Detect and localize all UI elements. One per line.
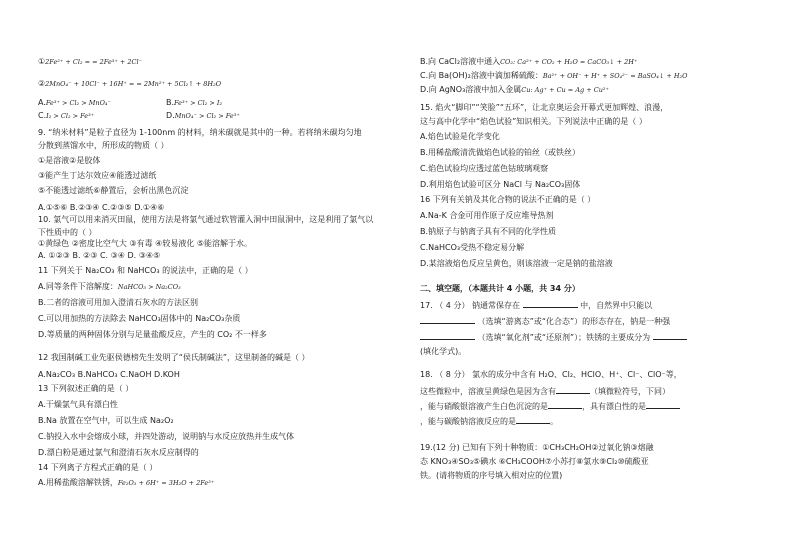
q18-text: （填微粒符号，下同） [590, 387, 670, 396]
q18-blank-2[interactable] [548, 399, 582, 409]
q17-line4 [420, 346, 466, 357]
q16-choice-c: C.NaHCO₃受热不稳定易分解 [420, 243, 525, 252]
equation: MnO₄⁻ > Cl₂ > Fe³⁺ [174, 112, 240, 120]
q10-stem-line2: 下性质中的（ ） [38, 228, 97, 237]
q13-stem: 13 下列叙述正确的是（ ） [38, 384, 134, 393]
q15-choice-d: D.利用焰色试验可区分 NaCl 与 Na₂CO₃固体 [420, 180, 581, 189]
equation: 2MnO₄⁻ + 10Cl⁻ + 16H⁺ = = 2Mn²⁺ + 5Cl₂↑ + 8H₂O [45, 80, 222, 88]
q17-line3 [420, 330, 687, 343]
q12-answers: A.Na₂CO₃ B.NaHCO₃ C.NaOH D.KOH [38, 370, 180, 379]
q18-text: ，能与碳酸钠溶液反应的是 [420, 417, 516, 426]
q10-stem-line1: 10. 氯气可以用来消灭田鼠，使用方法是将氯气通过软管灌入洞中田鼠洞中，这是利用了氯气以 [38, 215, 374, 224]
q13-choice-a: A.干燥氯气具有漂白性 [38, 400, 118, 409]
q19-line2: 态 KNO₃④SO₃⑤碘水 ⑥CH₃COOH⑦小苏打⑧氯水⑨Cl₂⑩硫酸亚 [420, 457, 649, 466]
choice-text: C.向 Ba(OH)₂溶液中滴加稀硫酸： [420, 71, 543, 80]
q17-blank-2[interactable] [420, 314, 475, 324]
q17-line2 [420, 314, 670, 327]
q16-choice-a: A.Na-K 合金可用作原子反应堆导热剂 [420, 211, 554, 220]
equation: I₂ > Cl₂ > Fe³⁺ [46, 112, 95, 120]
q9-option-line1: ①是溶液②是胶体 [38, 156, 101, 165]
choice-letter: C. [38, 111, 47, 120]
q10-answers: A. ①②③ B. ②③ C. ③④ D. ③④⑤ [38, 251, 161, 260]
q18-blank-3[interactable] [646, 399, 680, 409]
equation: Fe³⁺ > Cl₂ > I₂ [174, 99, 223, 107]
q14-choice-d [420, 84, 609, 96]
q8-choice-a [38, 97, 111, 109]
q18-line3 [420, 399, 680, 412]
q9-stem-line2: 分散到蒸馏水中，所形成的物质（ ） [38, 141, 169, 150]
q15-choice-c: C.焰色试验均应透过蓝色钴玻璃观察 [420, 164, 549, 173]
q18-text: 。 [550, 417, 558, 426]
q11-choice-b: B.二者的溶液可用加入澄清石灰水的方法区别 [38, 298, 199, 307]
q17-blank-3[interactable] [420, 330, 475, 340]
q14-stem: 14 下列离子方程式正确的是（ ） [38, 463, 158, 472]
q15-choice-a: A.焰色试验是化学变化 [420, 132, 500, 141]
choice-text: A.同等条件下溶解度： [38, 282, 118, 291]
q17-text: （选填“氧化剂”或“还原剂”）；铁锈的主要成分为 [477, 333, 651, 342]
q16-choice-d: D.某溶液焰色反应呈黄色，则该溶液一定是钠的盐溶液 [420, 259, 613, 268]
q8-choice-c [38, 110, 94, 122]
q13-choice-c: C.钠投入水中会熔成小球，并四处游动，说明钠与水反应放热并生成气体 [38, 432, 295, 441]
q9-option-line3: ⑤不能透过滤纸⑥静置后，会析出黑色沉淀 [38, 186, 189, 195]
choice-text: A.用稀盐酸溶解铁锈， [38, 478, 118, 487]
equation: NaHCO₃ > Na₂CO₃ [117, 283, 181, 291]
section-2-heading: 二、填空题，（本题共计 4 小题，共 34 分） [420, 284, 580, 293]
q11-choice-d: D.等质量的两种固体分别与足量盐酸反应，产生的 CO₂ 不一样多 [38, 330, 267, 339]
q18-blank-1[interactable] [556, 384, 590, 394]
q9-option-line2: ③能产生丁达尔效应④能透过滤纸 [38, 171, 157, 180]
q10-options: ①黄绿色 ②密度比空气大 ③有毒 ④较易液化 ⑤能溶解于水。 [38, 239, 253, 248]
equation: Cu: Ag⁺ + Cu = Ag + Cu²⁺ [521, 86, 609, 94]
choice-letter: A. [38, 98, 46, 107]
q16-choice-b: B.钠原子与钠离子具有不同的化学性质 [420, 227, 557, 236]
q8-option-1 [38, 56, 142, 68]
equation: Fe₂O₃ + 6H⁺ = 3H₂O + 2Fe²⁺ [117, 479, 215, 487]
q17-blank-1[interactable] [523, 298, 578, 308]
q13-choice-d: D.漂白粉是通过氯气和澄清石灰水反应制得的 [38, 448, 199, 457]
q18-line2 [420, 384, 670, 397]
q18-line1: 18. （ 8 分） 氯水的成分中含有 H₂O、Cl₂、HClO、H⁺、Cl⁻、ClO⁻等， [420, 370, 682, 379]
q14-choice-b [420, 56, 637, 68]
item-number: ① [38, 57, 46, 66]
q13-choice-b: B.Na 放置在空气中，可以生成 Na₂O₂ [38, 416, 174, 425]
q14-choice-a [38, 477, 214, 489]
item-number: ② [38, 79, 46, 88]
equation: 2Fe²⁺ + Cl₂ = = 2Fe³⁺ + 2Cl⁻ [45, 58, 143, 66]
equation: Fe³⁺ > Cl₂ > MnO₄⁻ [45, 99, 111, 107]
q19-line1: 19.(12 分) 已知有下列十种物质：①CH₃CH₂OH②过氧化钠③熔融 [420, 443, 654, 452]
q15-stem-line1: 15. 焰火“脚印”“笑脸”“五环”，让北京奥运会开幕式更加辉煌、浪漫， [420, 103, 669, 112]
q18-text: 这些微粒中，溶液呈黄绿色是因为含有 [420, 387, 556, 396]
q14-choice-c [420, 70, 687, 82]
q9-answers: A.①⑤⑥ B.②③④ C.②③⑤ D.①④⑥ [38, 203, 165, 212]
choice-text: B.向 CaCl₂溶液中通入 [420, 57, 501, 66]
q15-choice-b: B.用稀盐酸清洗做焰色试验的铂丝（或铁丝） [420, 148, 581, 157]
q15-stem-line2: 这与高中化学中“焰色试验”知识相关。下列说法中正确的是（ ） [420, 117, 647, 126]
q17-text: (填化学式)。 [420, 347, 467, 356]
q9-stem-line1: 9. “纳米材料”是粒子直径为 1-100nm 的材料，纳米碳就是其中的一种。若将纳米碳均匀地 [38, 128, 362, 137]
q19-line3: 铁。(请将物质的序号填入相对应的位置) [420, 471, 563, 480]
equation: Ba²⁺ + OH⁻ + H⁺ + SO₄²⁻ = BaSO₄↓ + H₂O [542, 72, 688, 80]
choice-letter: D. [166, 111, 175, 120]
q18-line4 [420, 414, 558, 427]
q17-line1 [420, 298, 652, 311]
q16-stem: 16 下列有关钠及其化合物的说法不正确的是（ ） [420, 195, 596, 204]
q11-choice-a [38, 281, 181, 293]
q17-blank-4[interactable] [653, 330, 687, 340]
choice-letter: B. [166, 98, 175, 107]
q18-text: ，具有漂白性的是 [582, 402, 646, 411]
q17-text: （选填“游离态”或“化合态”）的形态存在，钠是一种强 [477, 317, 671, 326]
q8-option-2 [38, 78, 221, 90]
q8-choice-d [166, 110, 240, 122]
equation: CO₂: Ca²⁺ + CO₂ + H₂O = CaCO₃↓ + 2H⁺ [500, 58, 638, 66]
q11-choice-c: C.可以用加热的方法除去 NaHCO₃固体中的 Na₂CO₃杂质 [38, 314, 241, 323]
q11-stem: 11 下列关于 Na₂CO₃ 和 NaHCO₃ 的说法中，正确的是（ ） [38, 266, 253, 275]
q17-text: 17. （ 4 分） 钠通常保存在 [420, 301, 520, 310]
q18-text: ，能与硝酸银溶液产生白色沉淀的是 [420, 402, 548, 411]
q12-stem: 12 我国制碱工业先驱侯德榜先生发明了“侯氏制碱法”，这里制备的碱是（ ） [38, 353, 310, 362]
q17-text: 中，自然界中只能以 [580, 301, 653, 310]
q8-choice-b [166, 97, 222, 109]
q18-blank-4[interactable] [516, 414, 550, 424]
choice-text: D.向 AgNO₃溶液中加入金属 [420, 85, 522, 94]
